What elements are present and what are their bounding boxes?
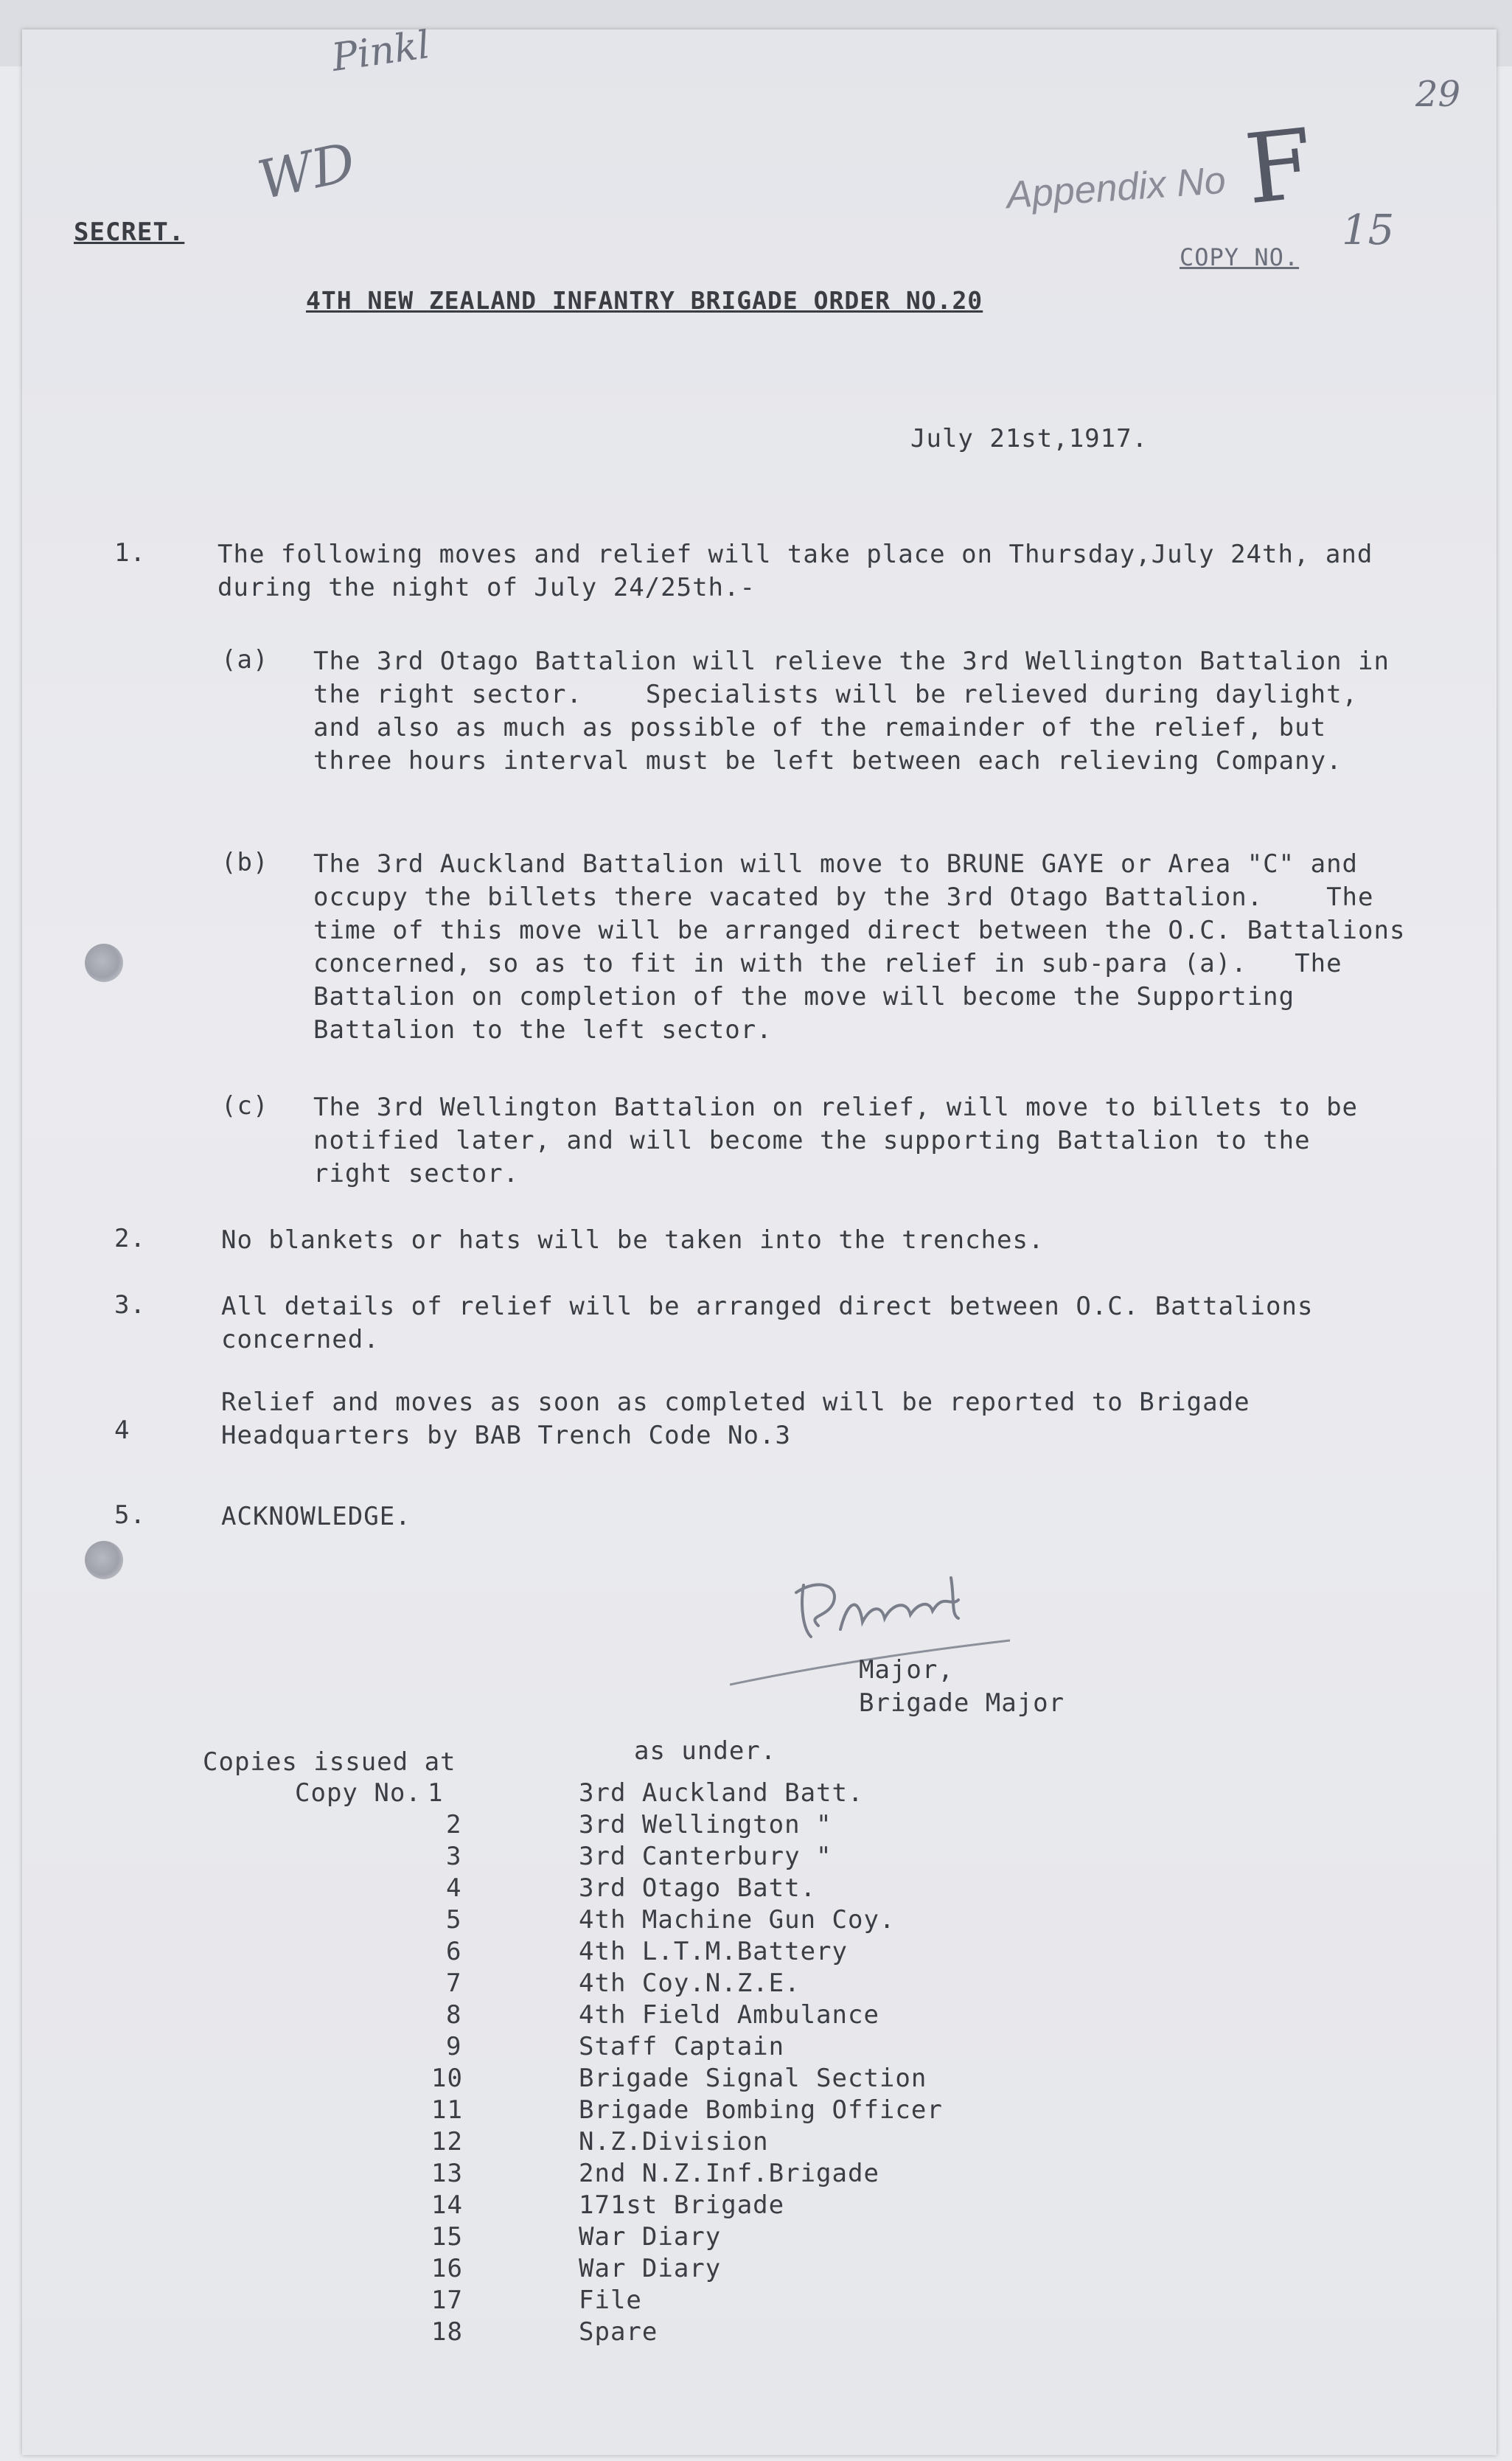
copy-recipient: War Diary — [579, 2222, 722, 2252]
signature-rank: Major, — [859, 1655, 954, 1685]
para-5-number: 5. — [114, 1500, 146, 1530]
copy-prefix: Copy No. — [295, 1778, 422, 1808]
copy-number: 13 — [431, 2159, 463, 2188]
copy-recipient: Brigade Signal Section — [579, 2064, 927, 2093]
distribution-intro-right: as under. — [634, 1736, 777, 1766]
copy-recipient: 3rd Canterbury " — [579, 1842, 832, 1871]
copy-number-value: 15 — [1342, 206, 1395, 254]
copy-recipient: N.Z.Division — [579, 2127, 769, 2157]
para-1c-text: The 3rd Wellington Battalion on relief, will move to billets to be notified later, and will become the supporting Battalion to the right sector. — [313, 1093, 1374, 1188]
para-1a-label: (a) — [221, 645, 269, 675]
copy-number: 15 — [431, 2222, 463, 2252]
copy-number: 14 — [431, 2190, 463, 2220]
appendix-number: F — [1240, 107, 1318, 226]
para-1-number: 1. — [114, 538, 146, 568]
copy-recipient: 3rd Wellington " — [579, 1810, 832, 1839]
copy-number: 18 — [431, 2317, 463, 2347]
margin-initials: WD — [252, 130, 361, 212]
copy-number: 17 — [431, 2286, 463, 2315]
copy-recipient: 4th L.T.M.Battery — [579, 1937, 848, 1966]
copy-recipient: Brigade Bombing Officer — [579, 2095, 943, 2125]
document-page — [22, 23, 1497, 2455]
para-3-text: All details of relief will be arranged direct between O.C. Battalions concerned. — [221, 1292, 1329, 1354]
para-5-text: ACKNOWLEDGE. — [221, 1502, 411, 1531]
para-1b-text: The 3rd Auckland Battalion will move to BRUNE GAYE or Area "C" and occupy the billets there vacated by the 3rd Otago Battalion. The time of this move will be arranged direct between the O.C. Battalions concerned, so as to fit in with the relief in sub-para (a). The Battalion on completion of the move will become the Supporting Battalion to the left sector. — [313, 849, 1421, 1045]
appendix-stamp: Appendix No — [1005, 159, 1227, 217]
classification-label: SECRET. — [74, 217, 185, 247]
copy-number: 8 — [446, 2000, 462, 2030]
copy-recipient: 3rd Auckland Batt. — [579, 1778, 864, 1808]
copy-recipient: Spare — [579, 2317, 658, 2347]
punch-hole — [85, 944, 123, 982]
copy-number: 6 — [446, 1937, 462, 1966]
copy-number: 1 — [428, 1778, 444, 1808]
copy-recipient: Staff Captain — [579, 2032, 785, 2061]
para-1c-label: (c) — [221, 1091, 269, 1121]
copy-number: 10 — [431, 2064, 463, 2093]
copy-number-label: COPY NO. — [1180, 243, 1300, 271]
copy-recipient: 3rd Otago Batt. — [579, 1873, 817, 1903]
copy-number: 2 — [446, 1810, 462, 1839]
copy-recipient: 4th Coy.N.Z.E. — [579, 1969, 801, 1998]
copy-number: 7 — [446, 1969, 462, 1998]
para-2-text: No blankets or hats will be taken into the trenches. — [221, 1225, 1045, 1255]
para-3-number: 3. — [114, 1290, 146, 1320]
signature-title: Brigade Major — [859, 1688, 1065, 1718]
copy-number: 16 — [431, 2254, 463, 2283]
copy-recipient: War Diary — [579, 2254, 722, 2283]
copy-number: 5 — [446, 1905, 462, 1935]
para-2-number: 2. — [114, 1224, 146, 1253]
order-title: 4TH NEW ZEALAND INFANTRY BRIGADE ORDER NO.20 — [306, 286, 983, 315]
copy-number: 11 — [431, 2095, 463, 2125]
para-4-number: 4 — [114, 1416, 130, 1445]
page-number-mark: 29 — [1415, 74, 1461, 115]
copy-number: 3 — [446, 1842, 462, 1871]
copy-number: 12 — [431, 2127, 463, 2157]
copy-number: 4 — [446, 1873, 462, 1903]
distribution-intro: Copies issued at — [203, 1747, 456, 1777]
copy-recipient: 4th Machine Gun Coy. — [579, 1905, 896, 1935]
copy-recipient: 171st Brigade — [579, 2190, 785, 2220]
copy-recipient: File — [579, 2286, 642, 2315]
copy-recipient: 2nd N.Z.Inf.Brigade — [579, 2159, 879, 2188]
copy-number: 9 — [446, 2032, 462, 2061]
para-1-text: The following moves and relief will take place on Thursday,July 24th, and during the night of July 24/25th.- — [217, 540, 1389, 602]
para-4-text: Relief and moves as soon as completed will be reported to Brigade Headquarters by BAB Trench Code No.3 — [221, 1388, 1267, 1450]
para-1b-label: (b) — [221, 848, 269, 877]
punch-hole — [85, 1541, 123, 1579]
top-handwriting: Pinkl — [329, 23, 433, 80]
para-1a-text: The 3rd Otago Battalion will relieve the 3rd Wellington Battalion in the right sector. Specialists will be relieved during daylight, and also as much as possible of the remainder of the relief, but three hours interval must be left between each relieving Company. — [313, 647, 1406, 776]
copy-recipient: 4th Field Ambulance — [579, 2000, 879, 2030]
order-date: July 21st,1917. — [910, 424, 1149, 453]
